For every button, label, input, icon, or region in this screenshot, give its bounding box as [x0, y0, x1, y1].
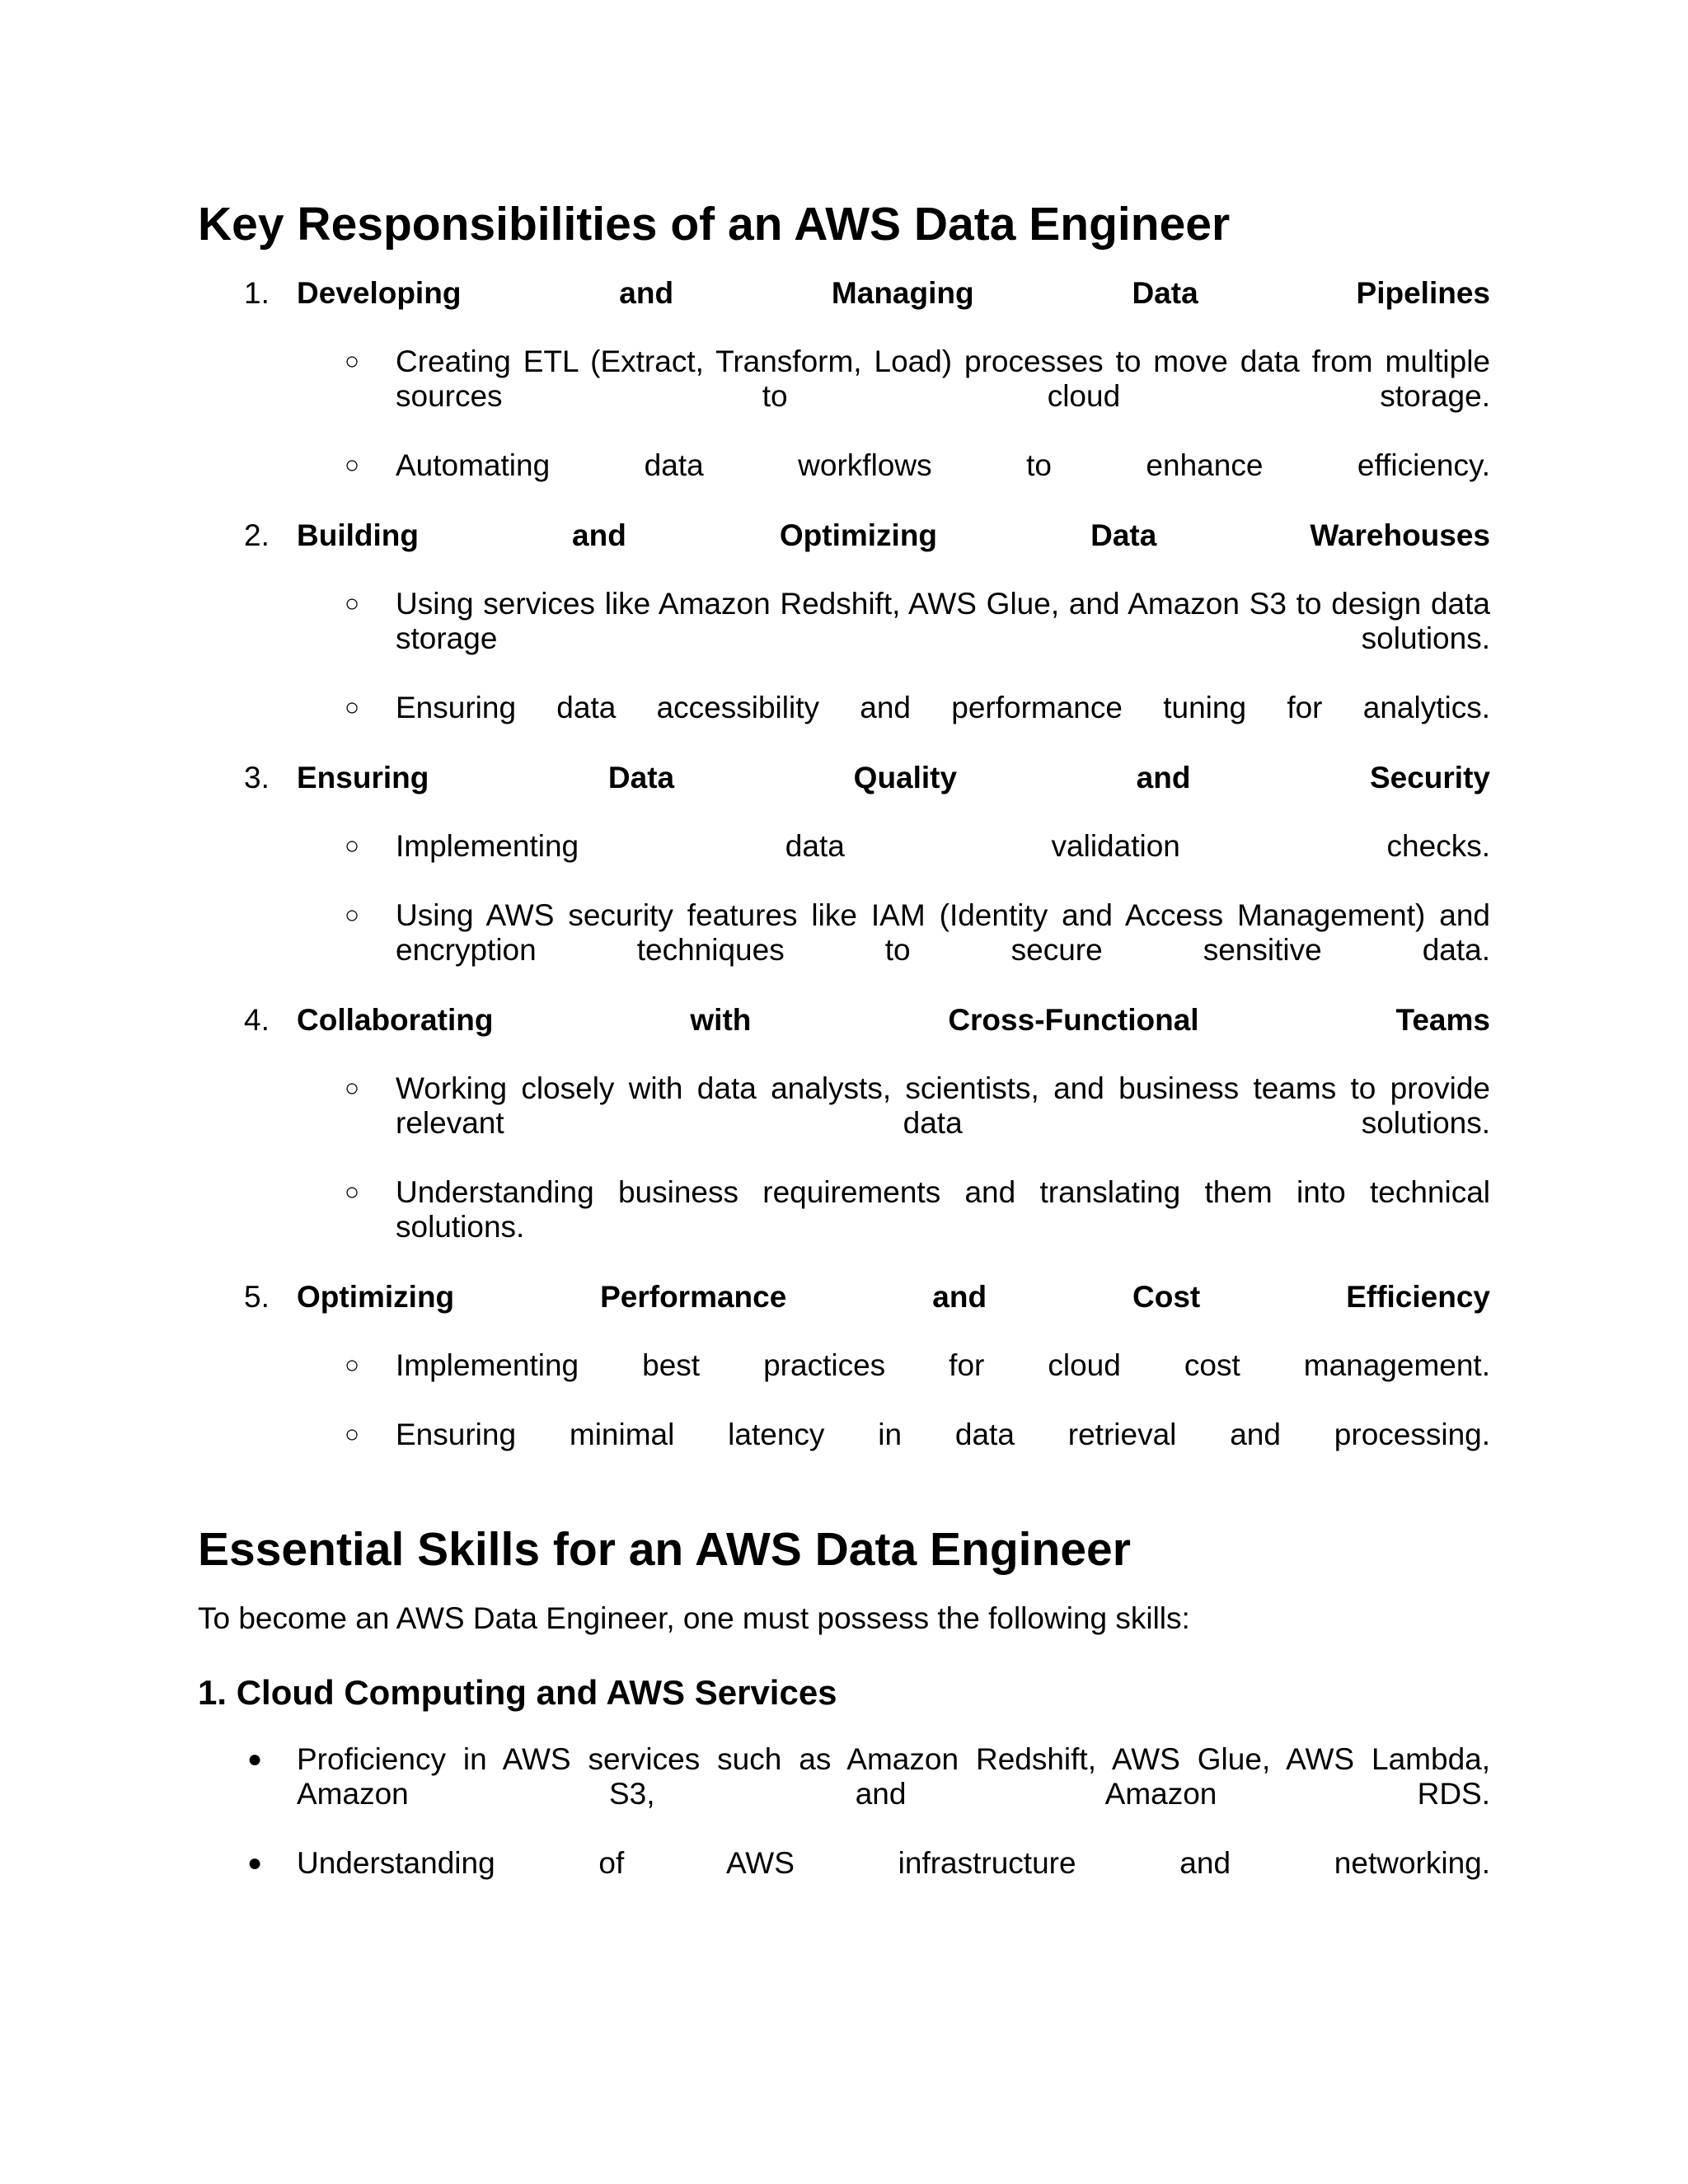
responsibility-title: Building and Optimizing Data Warehouses [297, 518, 1490, 552]
sub-item-text: Understanding business requirements and translating them into technical solutions. [396, 1175, 1490, 1244]
responsibility-item-4 [198, 1002, 1490, 1038]
bullet-text: Understanding of AWS infrastructure and networking. [297, 1846, 1490, 1880]
hollow-circle-bullet-icon: ○ [345, 1352, 360, 1379]
hollow-circle-bullet-icon: ○ [345, 1421, 360, 1448]
hollow-circle-bullet-icon: ○ [345, 694, 360, 721]
responsibility-item-3 [198, 760, 1490, 796]
hollow-circle-bullet-icon: ○ [345, 832, 360, 860]
responsibility-sub-item [198, 1175, 1490, 1244]
responsibility-sub-item [198, 1348, 1490, 1383]
responsibility-sub-item [198, 829, 1490, 864]
hollow-circle-bullet-icon: ○ [345, 452, 360, 479]
list-number: 3. [244, 761, 270, 794]
sub-item-text: Creating ETL (Extract, Transform, Load) processes to move data from multiple sources to cloud storage. [396, 344, 1490, 413]
responsibility-sub-item [198, 587, 1490, 656]
sub-item-text: Using services like Amazon Redshift, AWS Glue, and Amazon S3 to design data storage solutions. [396, 587, 1490, 655]
list-number: 4. [244, 1003, 270, 1037]
responsibility-title: Collaborating with Cross-Functional Teams [297, 1003, 1490, 1037]
responsibility-sub-item [198, 1418, 1490, 1452]
skill-bullet-item [198, 1742, 1490, 1811]
list-number: 5. [244, 1280, 270, 1314]
sub-item-text: Implementing data validation checks. [396, 829, 1490, 863]
list-number: 1. [244, 276, 270, 310]
responsibility-title: Ensuring Data Quality and Security [297, 761, 1490, 794]
hollow-circle-bullet-icon: ○ [345, 1179, 360, 1206]
responsibility-sub-item [198, 344, 1490, 414]
filled-circle-bullet-icon: ● [247, 1849, 263, 1877]
responsibility-title: Developing and Managing Data Pipelines [297, 276, 1490, 310]
sub-item-text: Ensuring data accessibility and performance tuning for analytics. [396, 691, 1490, 724]
bullet-text: Proficiency in AWS services such as Amazon Redshift, AWS Glue, AWS Lambda, Amazon S3, and Amazon RDS. [297, 1742, 1490, 1811]
responsibility-sub-item [198, 448, 1490, 483]
responsibility-item-5 [198, 1279, 1490, 1315]
section-heading-skills: Essential Skills for an AWS Data Engineer [198, 1523, 1131, 1576]
hollow-circle-bullet-icon: ○ [345, 348, 360, 375]
list-number: 2. [244, 518, 270, 552]
section-heading-responsibilities: Key Responsibilities of an AWS Data Engineer [198, 198, 1231, 251]
sub-item-text: Automating data workflows to enhance efficiency. [396, 448, 1490, 482]
hollow-circle-bullet-icon: ○ [345, 590, 360, 617]
skill-bullet-item [198, 1846, 1490, 1881]
responsibility-sub-item [198, 1071, 1490, 1141]
hollow-circle-bullet-icon: ○ [345, 902, 360, 929]
hollow-circle-bullet-icon: ○ [345, 1075, 360, 1102]
sub-item-text: Using AWS security features like IAM (Identity and Access Management) and encryption techniques to secure sensitive data. [396, 898, 1490, 967]
skills-subheading: 1. Cloud Computing and AWS Services [198, 1673, 837, 1712]
document-page [198, 190, 1490, 1881]
responsibility-item-2 [198, 518, 1490, 554]
skills-intro: To become an AWS Data Engineer, one must possess the following skills: [198, 1601, 1190, 1635]
responsibility-sub-item [198, 898, 1490, 968]
filled-circle-bullet-icon: ● [247, 1746, 263, 1773]
sub-item-text: Ensuring minimal latency in data retrieval and processing. [396, 1418, 1490, 1451]
responsibility-title: Optimizing Performance and Cost Efficiency [297, 1280, 1490, 1314]
sub-item-text: Working closely with data analysts, scientists, and business teams to provide relevant data solutions. [396, 1071, 1490, 1140]
responsibility-item-1 [198, 275, 1490, 312]
responsibility-sub-item [198, 691, 1490, 725]
sub-item-text: Implementing best practices for cloud cost management. [396, 1348, 1490, 1382]
